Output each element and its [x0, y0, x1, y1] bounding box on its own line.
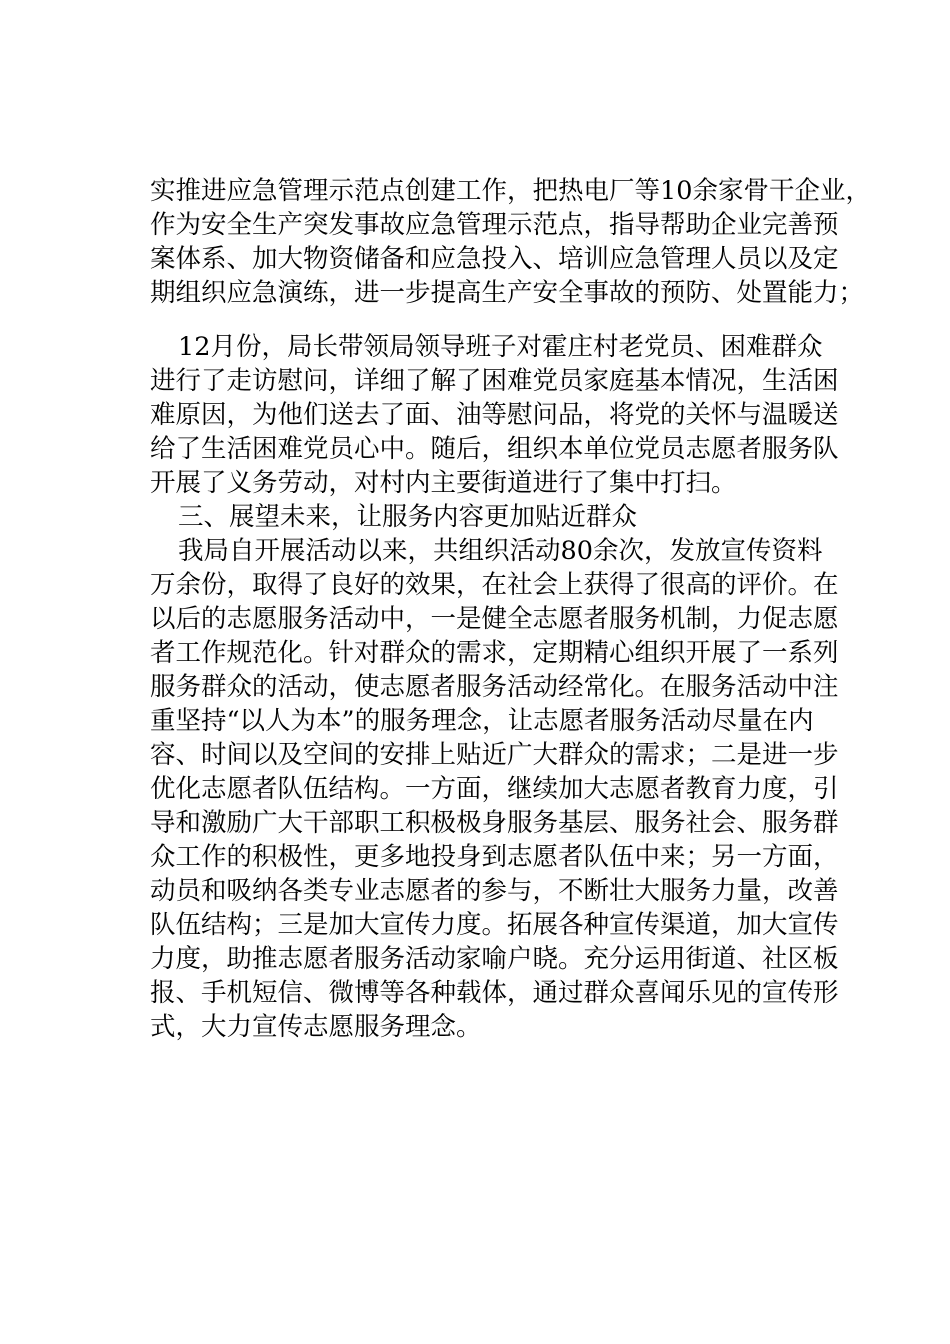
text-line: 容、时间以及空间的安排上贴近广大群众的需求；二是进一步 [150, 740, 839, 770]
text-line: 服务群众的活动，使志愿者服务活动经常化。在服务活动中注 [150, 672, 839, 702]
text-line: 动员和吸纳各类专业志愿者的参与，不断壮大服务力量，改善 [150, 876, 839, 906]
text-line: 众工作的积极性，更多地投身到志愿者队伍中来；另一方面， [150, 842, 839, 872]
text-line: 期组织应急演练，进一步提高生产安全事故的预防、处置能力； [150, 278, 865, 308]
text-line: 式，大力宣传志愿服务理念。 [150, 1012, 482, 1042]
text-line: 开展了义务劳动，对村内主要街道进行了集中打扫。 [150, 468, 737, 498]
text-line: 进行了走访慰问，详细了解了困难党员家庭基本情况，生活困 [150, 366, 839, 396]
text-line: 队伍结构；三是加大宣传力度。拓展各种宣传渠道，加大宣传 [150, 910, 839, 940]
text-line: 案体系、加大物资储备和应急投入、培训应急管理人员以及定 [150, 244, 839, 274]
text-line: 难原因，为他们送去了面、油等慰问品，将党的关怀与温暖送 [150, 400, 839, 430]
text-line: 重坚持“以人为本”的服务理念，让志愿者服务活动尽量在内 [150, 706, 814, 736]
text-line: 12月份，局长带领局领导班子对霍庄村老党员、困难群众 [178, 332, 823, 362]
text-line: 力度，助推志愿者服务活动家喻户晓。充分运用街道、社区板 [150, 944, 839, 974]
text-line: 我局自开展活动以来，共组织活动80余次，发放宣传资料 [178, 536, 823, 566]
text-line: 以后的志愿服务活动中，一是健全志愿者服务机制，力促志愿 [150, 604, 839, 634]
text-line: 优化志愿者队伍结构。一方面，继续加大志愿者教育力度，引 [150, 774, 839, 804]
text-line: 给了生活困难党员心中。随后，组织本单位党员志愿者服务队 [150, 434, 839, 464]
text-line: 报、手机短信、微博等各种载体，通过群众喜闻乐见的宣传形 [150, 978, 839, 1008]
text-line: 实推进应急管理示范点创建工作，把热电厂等10余家骨干企业， [150, 176, 871, 206]
text-line: 作为安全生产突发事故应急管理示范点，指导帮助企业完善预 [150, 210, 839, 240]
text-line: 者工作规范化。针对群众的需求，定期精心组织开展了一系列 [150, 638, 839, 668]
text-line: 万余份，取得了良好的效果，在社会上获得了很高的评价。在 [150, 570, 839, 600]
text-line: 导和激励广大干部职工积极极身服务基层、服务社会、服务群 [150, 808, 839, 838]
section-heading: 三、展望未来，让服务内容更加贴近群众 [178, 502, 638, 532]
